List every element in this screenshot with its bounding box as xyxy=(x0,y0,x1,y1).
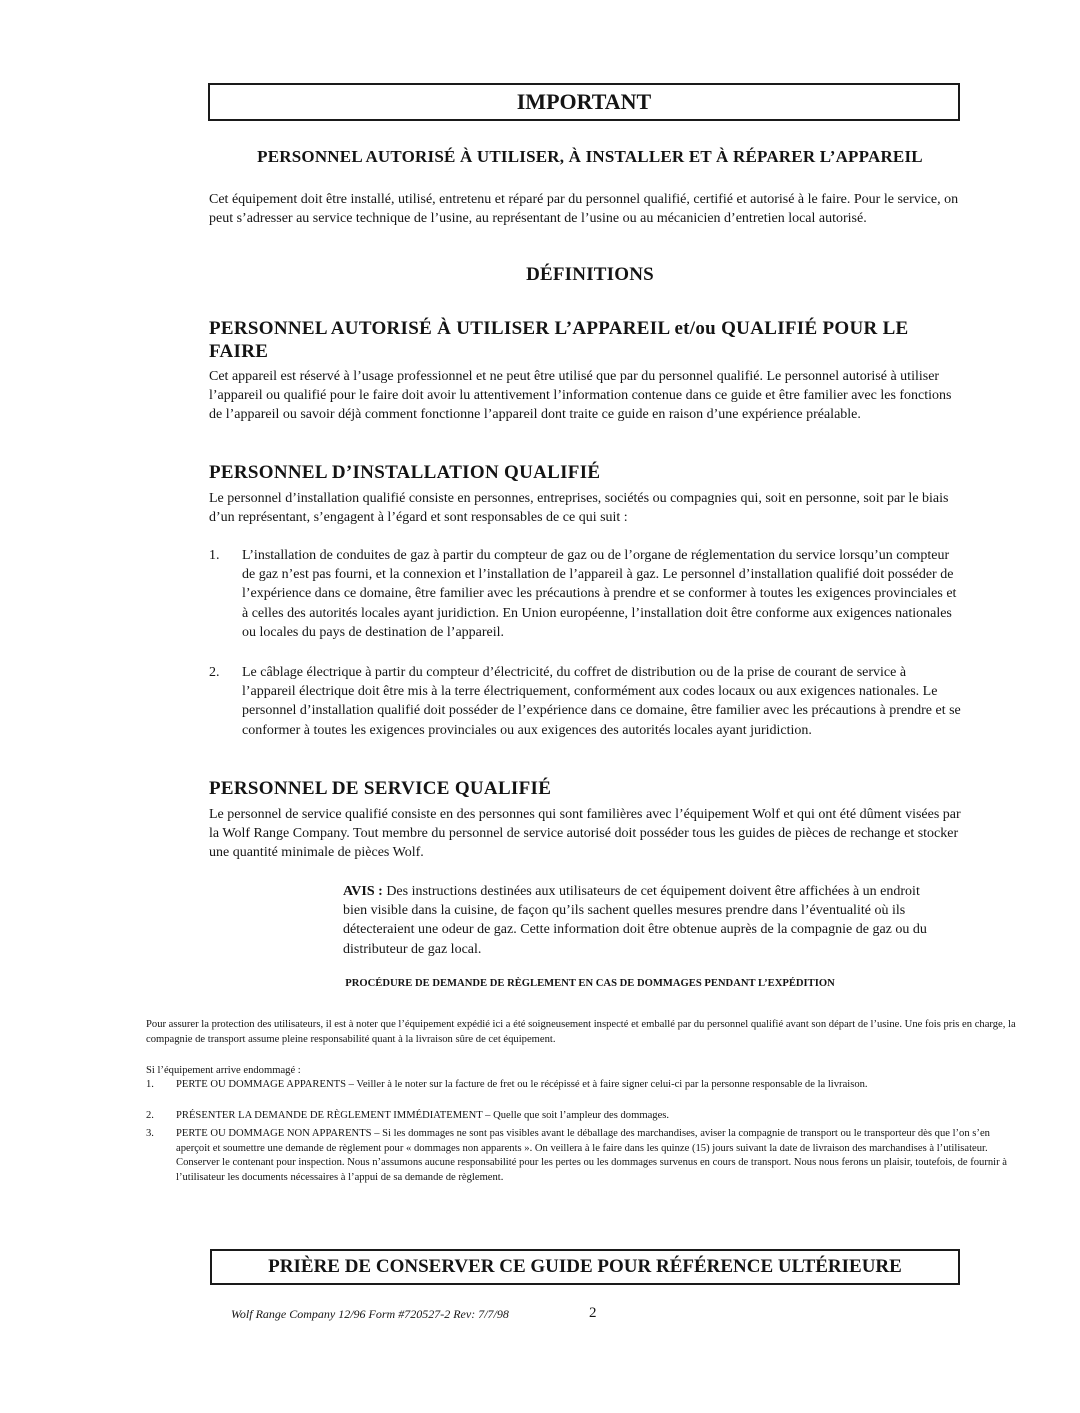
procedure-list-item xyxy=(146,1127,1026,1207)
definition-installation-text: Le personnel d’installation qualifié consiste en personnes, entreprises, sociétés ou compagnies qui, soit en personne, soit par le biais d’un représentant, s’engagent à l’égard et sont responsables de ce qui suit : xyxy=(209,491,949,526)
page-number: 2 xyxy=(589,1305,597,1321)
definitions-heading: DÉFINITIONS xyxy=(526,264,654,285)
footer-form-info: Wolf Range Company 12/96 Form #720527-2 Rev: 7/7/98 xyxy=(231,1307,509,1321)
procedure-list-item xyxy=(146,1078,1026,1108)
keep-guide-box xyxy=(210,1249,960,1285)
list-item-number: 2. xyxy=(209,665,220,680)
procedure-lead: Si l’équipement arrive endommagé : xyxy=(146,1065,301,1076)
definition-operator-heading: PERSONNEL AUTORISÉ À UTILISER L’APPAREIL et/ou QUALIFIÉ POUR LE FAIRE xyxy=(209,318,909,362)
authorized-personnel-heading: PERSONNEL AUTORISÉ À UTILISER, À INSTALLER ET À RÉPARER L’APPAREIL xyxy=(257,147,923,166)
list-item-text: PERTE OU DOMMAGE NON APPARENTS – Si les dommages ne sont pas visibles avant le déballage des marchandises, aviser la compagnie de transport ou le transporteur dès que l’on s’en aperçoit et soumettre une demande de règlement pour « dommages non apparents ». On veillera à le faire dans les quinze (15) jours suivant la date de livraison des marchandises à l’utilisateur. Conserver le contenant pour inspection. Nous n’assumons aucune responsabilité pour les pertes ou les dommages survenus en cours de transport. Nous nous ferons un plaisir, toutefois, de fournir à l’utilisateur les documents nécessaires à l’appui de sa demande de règlement. xyxy=(176,1128,1008,1183)
list-item-text: PRÉSENTER LA DEMANDE DE RÈGLEMENT IMMÉDIATEMENT – Quelle que soit l’ampleur des dommages. xyxy=(176,1110,670,1121)
list-item-number: 1. xyxy=(146,1079,154,1090)
installation-list-item xyxy=(209,546,961,662)
important-box xyxy=(208,83,960,121)
definition-service-text: Le personnel de service qualifié consiste en des personnes qui sont familières avec l’équipement Wolf et qui ont été dûment visées par la Wolf Range Company. Tout membre du personnel de service autorisé doit posséder tous les guides de pièces de rechange et stocker une quantité minimale de pièces Wolf. xyxy=(209,807,961,861)
procedure-list-item xyxy=(146,1109,1026,1124)
avis-text: Des instructions destinées aux utilisateurs de cet équipement doivent être affichées à un endroit bien visible dans la cuisine, de façon qu’ils sachent quelles mesures prendre dans l’éventualité où ils détecteraient une odeur de gaz. Cette information doit être obtenue auprès de la compagnie de gaz ou du distributeur de gaz local. xyxy=(343,884,927,957)
list-item-text: L’installation de conduites de gaz à partir du compteur de gaz ou de l’organe de réglementation du service lorsqu’un compteur de gaz n’est pas fourni, et la connexion et l’installation de l’appareil à gaz. Le personnel d’installation qualifié doit posséder de l’expérience dans ce domaine, être familier avec les précautions à prendre et se conformer à toutes les exigences provinciales et à celles des autorités locales ayant juridiction. En Union européenne, l’installation doit être conforme aux exigences nationales ou locales du pays de destination de l’appareil. xyxy=(242,548,957,640)
definition-service-heading: PERSONNEL DE SERVICE QUALIFIÉ xyxy=(209,778,552,799)
keep-guide-title: PRIÈRE DE CONSERVER CE GUIDE POUR RÉFÉRENCE ULTÉRIEURE xyxy=(268,1256,902,1277)
installation-list-item xyxy=(209,663,961,759)
procedure-intro: Pour assurer la protection des utilisateurs, il est à noter que l’équipement expédié ici a été soigneusement inspecté et emballé par du personnel qualifié avant son départ de l’usine. Une fois pris en charge, la compagnie de transport assume pleine responsabilité quant à la livraison sûre de cet équipement. xyxy=(146,1019,1016,1045)
avis-label: AVIS : xyxy=(343,884,383,899)
definition-installation-heading: PERSONNEL D’INSTALLATION QUALIFIÉ xyxy=(209,462,601,483)
list-item-text: PERTE OU DOMMAGE APPARENTS – Veiller à le noter sur la facture de fret ou le récépissé et à faire signer celui-ci par la personne responsable de la livraison. xyxy=(176,1079,868,1090)
procedure-heading: PROCÉDURE DE DEMANDE DE RÈGLEMENT EN CAS DE DOMMAGES PENDANT L’EXPÉDITION xyxy=(345,978,835,989)
list-item-text: Le câblage électrique à partir du compteur d’électricité, du coffret de distribution ou de la prise de courant de service à l’appareil électrique doit être mis à la terre électriquement, conformément aux codes locaux ou aux exigences nationales. Le personnel d’installation qualifié doit posséder de l’expérience dans ce domaine, être familier avec les précautions à prendre et se conformer à toutes les exigences provinciales ou aux exigences des autorités locales ayant juridiction. xyxy=(242,665,961,738)
definition-operator-text: Cet appareil est réservé à l’usage professionnel et ne peut être utilisé que par du personnel qualifié. Le personnel autorisé à utiliser l’appareil ou qualifié pour le faire doit avoir lu attentivement l’information contenue dans ce guide et être familier avec les fonctions de l’appareil ou savoir déjà comment fonctionne l’appareil dont traite ce guide en raison d’une expérience préalable. xyxy=(209,369,952,423)
important-title: IMPORTANT xyxy=(516,89,652,114)
list-item-number: 2. xyxy=(146,1110,154,1121)
avis-notice xyxy=(343,882,933,959)
authorized-personnel-text: Cet équipement doit être installé, utilisé, entretenu et réparé par du personnel qualifié, certifié et autorisé à le faire. Pour le service, on peut s’adresser au service technique de l’usine, au représentant de l’usine ou au mécanicien d’entretien local autorisé. xyxy=(209,192,959,227)
list-item-number: 3. xyxy=(146,1128,154,1139)
list-item-number: 1. xyxy=(209,548,220,563)
